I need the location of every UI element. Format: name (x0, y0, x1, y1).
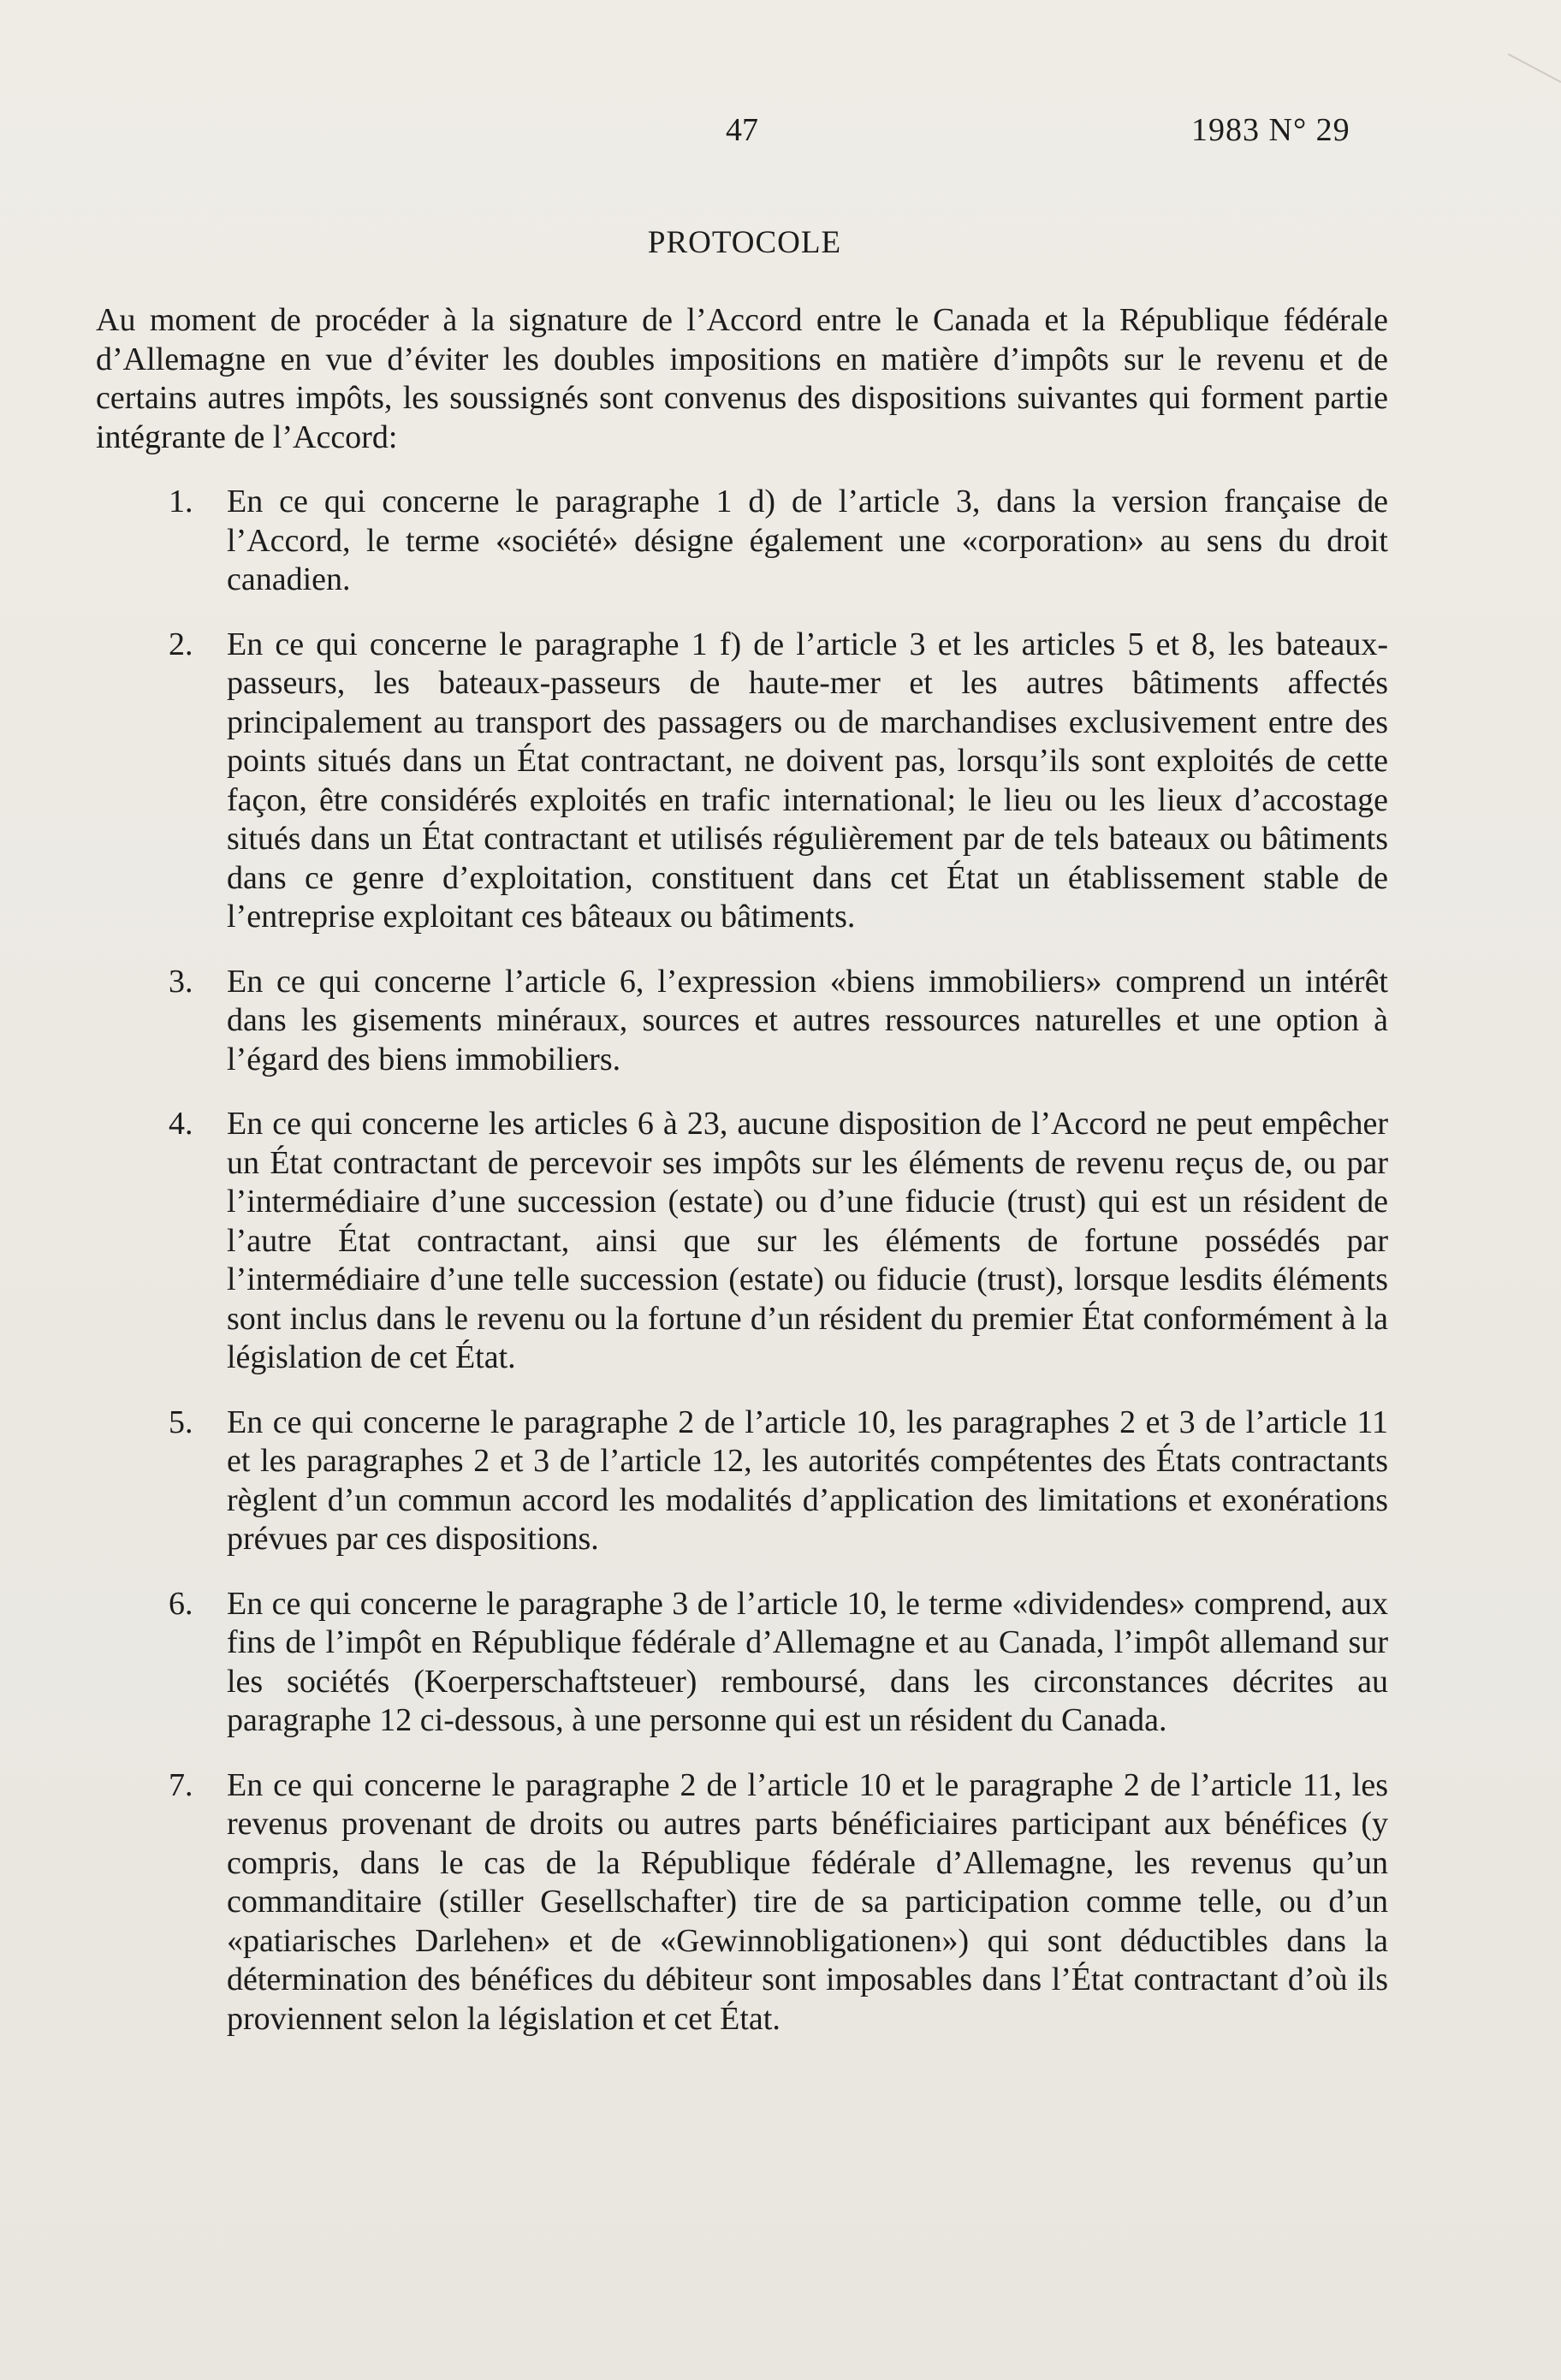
page-header (0, 111, 1561, 154)
intro-paragraph: Au moment de procéder à la signature de l’Accord entre le Canada et la République fédérale d’Allemagne en vue d’éviter les doubles impositions en matière d’impôts sur le revenu et de certains autres impôts, les soussignés sont convenus des dispositions suivantes qui forment partie intégrante de l’Accord: (96, 302, 1388, 455)
item-number: 2. (169, 626, 193, 662)
item-number: 3. (169, 963, 193, 1000)
item-text: En ce qui concerne les articles 6 à 23, aucune disposition de l’Accord ne peut empêcher un État contractant de percevoir ses impôts sur les éléments de revenu reçus de, ou par l’intermédiaire d’une succession (estate) ou d’une fiducie (trust) qui est un résident de l’autre État contractant, ainsi que sur les éléments de fortune possédés par l’intermédiaire d’une telle succession (estate) ou fiducie (trust), lorsque lesdits éléments sont inclus dans le revenu ou la fortune d’un résident du premier État conformément à la législation de cet État. (227, 1106, 1388, 1375)
item-number: 6. (169, 1585, 193, 1622)
protocol-item-3 (96, 963, 1388, 1080)
protocol-item-2 (96, 626, 1388, 937)
item-number: 7. (169, 1766, 193, 1803)
protocol-item-5 (96, 1404, 1388, 1559)
item-text: En ce qui concerne le paragraphe 2 de l’article 10 et le paragraphe 2 de l’article 11, les revenus provenant de droits ou autres parts bénéficiaires participant aux bénéfices (y compris, dans le cas de la République fédérale d’Allemagne, les revenus qu’un commanditaire (stiller Gesellschafter) tire de sa participation comme telle, ou d’un «patiarisches Darlehen» et de «Gewinnobligationen») qui sont déductibles dans la détermination des bénéfices du débiteur sont imposables dans l’État contractant d’où ils proviennent selon la législation et cet État. (227, 1766, 1388, 2037)
protocol-item-1 (96, 483, 1388, 600)
item-text: En ce qui concerne le paragraphe 3 de l’article 10, le terme «dividendes» comprend, aux fins de l’impôt en République fédérale d’Allemagne et au Canada, l’impôt allemand sur les sociétés (Koerperschaftsteuer) remboursé, dans les circonstances décrites au paragraphe 12 ci-dessous, à une personne qui est un résident du Canada. (227, 1585, 1388, 1738)
item-number: 4. (169, 1106, 193, 1142)
item-text: En ce qui concerne l’article 6, l’expression «biens immobiliers» comprend un intérêt dans les gisements minéraux, sources et autres ressources naturelles et une option à l’égard des biens immobiliers. (227, 963, 1388, 1077)
item-number: 5. (169, 1404, 193, 1440)
page-number: 47 (726, 112, 758, 148)
protocol-item-4 (96, 1105, 1388, 1378)
document-body (96, 301, 1388, 2064)
item-text: En ce qui concerne le paragraphe 1 d) de l’article 3, dans la version française de l’Accord, le terme «société» désigne également une «corporation» au sens du droit canadien. (227, 484, 1388, 597)
item-number: 1. (169, 484, 193, 519)
item-text: En ce qui concerne le paragraphe 1 f) de l’article 3 et les articles 5 et 8, les bateaux-passeurs, les bateaux-passeurs de haute-mer et les autres bâtiments affectés principalement au transport des passagers ou de marchandises exclusivement entre des points situés dans un État contractant, ne doivent pas, lorsqu’ils sont exploités de cette façon, être considérés exploités en trafic international; le lieu ou les lieux d’accostage situés dans un État contractant et utilisés régulièrement par de tels bateaux ou bâtiments dans ce genre d’exploitation, constituent dans cet État un établissement stable de l’entreprise exploitant ces bâteaux ou bâtiments. (227, 626, 1388, 935)
protocol-item-7 (96, 1766, 1388, 2039)
item-text: En ce qui concerne le paragraphe 2 de l’article 10, les paragraphes 2 et 3 de l’article 11 et les paragraphes 2 et 3 de l’article 12, les autorités compétentes des États contractants règlent d’un commun accord les modalités d’application des limitations et exonérations prévues par ces dispositions. (227, 1404, 1388, 1557)
year-number: 1983 N° 29 (1191, 112, 1350, 148)
page-corner-mark (1508, 53, 1561, 83)
document-title: PROTOCOLE (647, 225, 842, 260)
protocol-item-6 (96, 1585, 1388, 1741)
